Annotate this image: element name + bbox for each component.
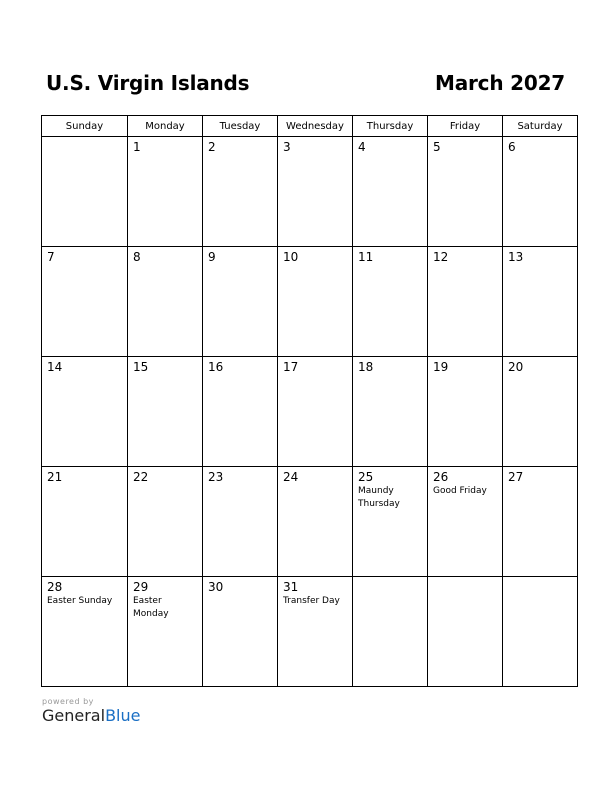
day-number: 29: [133, 580, 149, 594]
calendar-grid: [41, 115, 578, 687]
day-number: 31: [283, 580, 299, 594]
day-cell: [278, 467, 353, 577]
day-number: 12: [433, 250, 449, 264]
week-row: [42, 137, 578, 247]
day-number: 28: [47, 580, 63, 594]
holiday-label-line: Thursday: [358, 499, 400, 509]
day-cell: [128, 357, 203, 467]
day-cell: [428, 137, 503, 247]
day-number: 21: [47, 470, 63, 484]
day-cell: [503, 577, 578, 687]
day-cell: [278, 577, 353, 687]
day-number: 18: [358, 360, 374, 374]
day-cell: [278, 137, 353, 247]
day-cell: [42, 357, 128, 467]
day-cell: [128, 577, 203, 687]
day-cell: [503, 247, 578, 357]
weekday-tuesday: Tuesday: [203, 116, 278, 137]
weekday-header-row: [42, 116, 578, 137]
day-number: 1: [133, 140, 141, 154]
day-number: 23: [208, 470, 224, 484]
day-number: 26: [433, 470, 449, 484]
day-cell: [203, 247, 278, 357]
holiday-label: [278, 594, 352, 608]
day-number: 13: [508, 250, 524, 264]
day-number: 24: [283, 470, 299, 484]
day-number: 22: [133, 470, 149, 484]
day-cell: [128, 247, 203, 357]
brand-logo: [42, 707, 140, 725]
brand-general: General: [42, 706, 106, 725]
day-cell: [42, 577, 128, 687]
holiday-label: [42, 594, 127, 608]
day-number: 7: [47, 250, 55, 264]
holiday-label: [428, 484, 502, 498]
day-number: 20: [508, 360, 524, 374]
weekday-thursday: Thursday: [353, 116, 428, 137]
day-cell: [203, 577, 278, 687]
holiday-label-line: Maundy: [358, 486, 394, 496]
day-number: 9: [208, 250, 216, 264]
brand-blue: Blue: [105, 706, 141, 725]
weekday-saturday: Saturday: [503, 116, 578, 137]
day-cell: [353, 247, 428, 357]
day-cell: [42, 137, 128, 247]
day-cell: [353, 357, 428, 467]
day-cell: [428, 357, 503, 467]
day-cell: [42, 247, 128, 357]
day-number: [428, 577, 502, 580]
day-cell: [42, 467, 128, 577]
day-cell: [128, 467, 203, 577]
day-number: 8: [133, 250, 141, 264]
day-number: 2: [208, 140, 216, 154]
week-row: [42, 577, 578, 687]
day-cell: [428, 467, 503, 577]
month-title: March 2027: [435, 71, 565, 95]
day-number: 10: [283, 250, 299, 264]
holiday-label-line: Easter Sunday: [47, 596, 113, 606]
day-cell: [503, 137, 578, 247]
day-cell: [203, 137, 278, 247]
day-number: 3: [283, 140, 291, 154]
day-cell: [353, 137, 428, 247]
weekday-wednesday: Wednesday: [278, 116, 353, 137]
day-number: 14: [47, 360, 63, 374]
day-number: 5: [433, 140, 441, 154]
day-cell: [278, 247, 353, 357]
day-number: 6: [508, 140, 516, 154]
weekday-monday: Monday: [128, 116, 203, 137]
holiday-label-line: Monday: [133, 609, 169, 619]
week-row: [42, 467, 578, 577]
day-number: 27: [508, 470, 524, 484]
holiday-label-line: Good Friday: [433, 486, 487, 496]
week-row: [42, 247, 578, 357]
day-cell: [353, 577, 428, 687]
weekday-friday: Friday: [428, 116, 503, 137]
day-number: 11: [358, 250, 374, 264]
day-number: 17: [283, 360, 299, 374]
day-number: [503, 577, 577, 580]
day-number: [353, 577, 427, 580]
day-cell: [428, 247, 503, 357]
day-cell: [128, 137, 203, 247]
day-number: 25: [358, 470, 374, 484]
day-number: 30: [208, 580, 224, 594]
day-cell: [353, 467, 428, 577]
region-title: U.S. Virgin Islands: [46, 71, 250, 95]
holiday-label-line: Transfer Day: [283, 596, 340, 606]
powered-by-text: powered by: [42, 697, 94, 706]
holiday-label-line: Easter: [133, 596, 162, 606]
week-row: [42, 357, 578, 467]
footer-branding: [42, 697, 140, 725]
day-number: 19: [433, 360, 449, 374]
weekday-sunday: Sunday: [42, 116, 128, 137]
day-cell: [503, 357, 578, 467]
day-number: [42, 137, 127, 140]
day-cell: [278, 357, 353, 467]
day-cell: [203, 467, 278, 577]
holiday-label: [353, 484, 427, 511]
day-cell: [428, 577, 503, 687]
day-number: 15: [133, 360, 149, 374]
day-cell: [203, 357, 278, 467]
day-number: 4: [358, 140, 366, 154]
holiday-label: [128, 594, 202, 621]
day-cell: [503, 467, 578, 577]
day-number: 16: [208, 360, 224, 374]
